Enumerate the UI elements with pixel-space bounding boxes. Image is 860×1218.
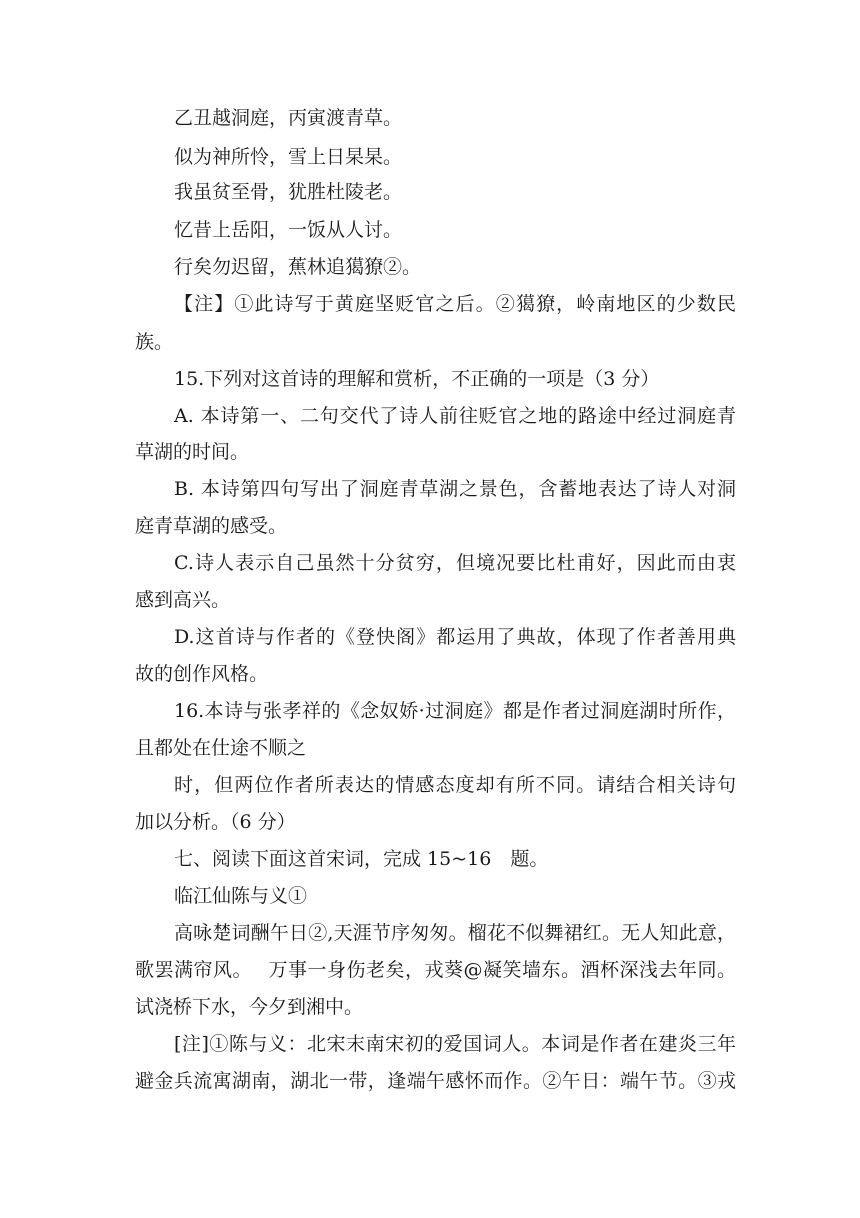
option-d-line-2: 故的创作风格。	[135, 663, 269, 685]
option-d-line-1: D.这首诗与作者的《登快阁》都运用了典故，体现了作者善用典	[174, 626, 736, 648]
option-c-line-2: 感到高兴。	[135, 589, 231, 611]
option-b-line-1: B. 本诗第四句写出了洞庭青草湖之景色，含蓄地表达了诗人对洞	[174, 478, 736, 500]
question-16-line-1: 16.本诗与张孝祥的《念奴娇·过洞庭》都是作者过洞庭湖时所作，	[174, 700, 736, 722]
ci-note-line-2: 避金兵流寓湖南，湖北一带，逢端午感怀而作。②午日：端午节。③戎	[135, 1070, 736, 1092]
ci-title: 临江仙陈与义①	[174, 885, 308, 907]
ci-note-line-1: [注]①陈与义：北宋末南宋初的爱国词人。本词是作者在建炎三年	[174, 1033, 736, 1055]
option-b-line-2: 庭青草湖的感受。	[135, 515, 288, 537]
ci-line-2: 歌罢满帘风。 万事一身伤老矣，戎葵@凝笑墙东。酒杯深浅去年同。	[135, 959, 736, 981]
ci-line-3: 试浇桥下水，今夕到湘中。	[135, 996, 364, 1018]
question-16-line-4: 加以分析。（6 分）	[135, 811, 296, 833]
option-a-line-1: A. 本诗第一、二句交代了诗人前往贬官之地的路途中经过洞庭青	[174, 405, 736, 427]
poem-line-1: 乙丑越洞庭，丙寅渡青草。	[174, 107, 403, 129]
poem-line-2: 似为神所怜，雪上日杲杲。	[174, 146, 403, 168]
question-16-line-2: 且都处在仕途不顺之	[135, 737, 307, 759]
question-16-line-3: 时，但两位作者所表达的情感态度却有所不同。请结合相关诗句	[174, 774, 736, 796]
option-c-line-1: C.诗人表示自己虽然十分贫穷，但境况要比杜甫好，因此而由衷	[174, 552, 736, 574]
poem-line-3: 我虽贫至骨，犹胜杜陵老。	[174, 181, 403, 203]
note-line-1: 【注】①此诗写于黄庭坚贬官之后。②獦獠，岭南地区的少数民	[174, 293, 736, 315]
section-7-heading: 七、阅读下面这首宋词，完成 15~16 题。	[174, 848, 549, 870]
ci-line-1: 高咏楚词酬午日②,天涯节序匆匆。榴花不似舞裙红。无人知此意，	[174, 922, 736, 944]
option-a-line-2: 草湖的时间。	[135, 441, 250, 463]
poem-line-5: 行矣勿迟留，蕉林追獦獠②。	[174, 256, 422, 278]
poem-line-4: 忆昔上岳阳，一饭从人讨。	[174, 219, 403, 241]
note-line-2: 族。	[135, 331, 174, 353]
question-15-stem: 15.下列对这首诗的理解和赏析，不正确的一项是（3 分）	[174, 368, 660, 390]
